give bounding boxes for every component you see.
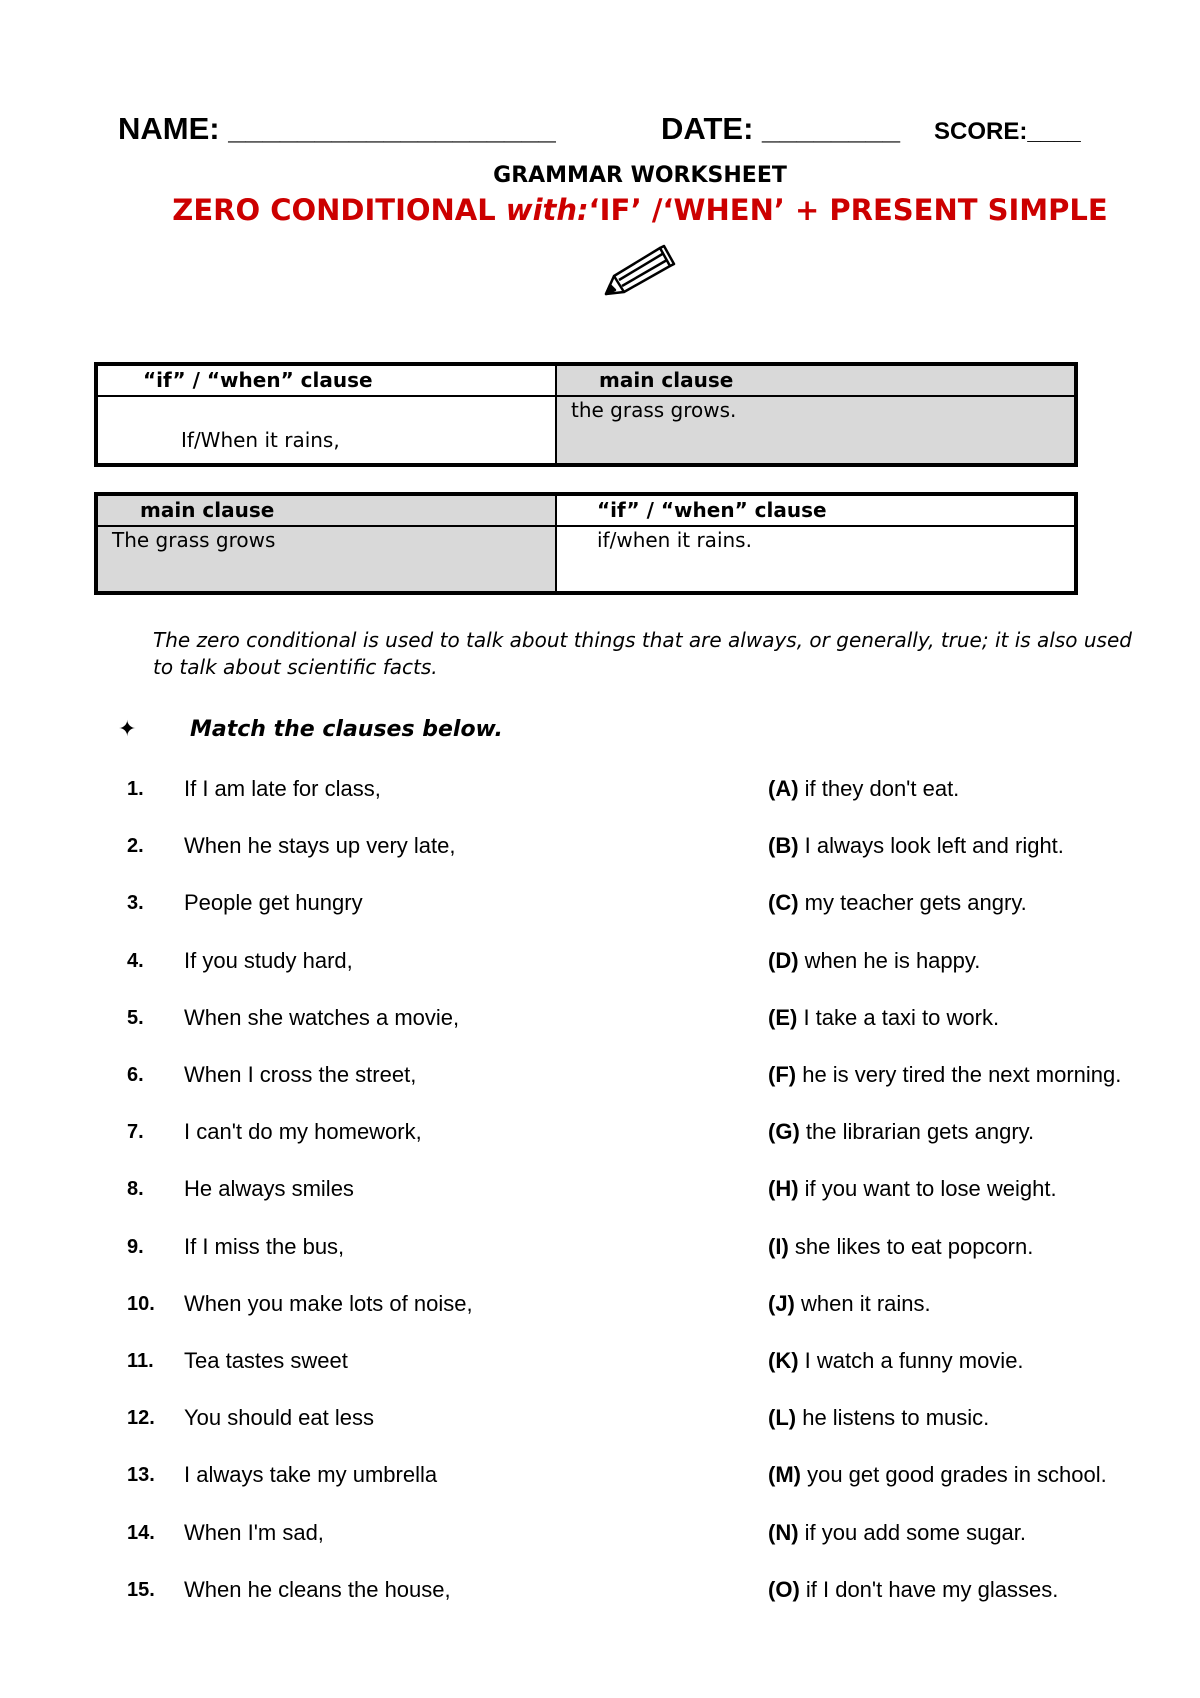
right-item-text: when it rains. [794,1291,931,1316]
right-item-text: if you add some sugar. [798,1520,1027,1545]
left-item-number: 13. [127,1464,155,1486]
right-item-letter: (L) [768,1405,797,1430]
right-item-text: if you want to lose weight. [798,1176,1057,1201]
right-item [768,1460,1107,1490]
left-item-text: When I cross the street, [184,1062,417,1087]
left-item-number: 6. [127,1064,144,1086]
date-field-label: DATE: ________ [661,111,900,146]
right-item-letter: (G) [768,1119,800,1144]
main-title [0,193,1200,227]
main-title-part2: with: [505,193,589,227]
table1-col2-header-cell [556,364,1076,396]
table1-col2-value: the grass grows. [571,398,737,422]
left-item-text: If I am late for class, [184,776,381,801]
left-item-number: 1. [127,778,144,800]
table2-col2-header-cell [556,494,1076,526]
left-item-number: 5. [127,1007,144,1029]
right-item-text: she likes to eat popcorn. [788,1234,1034,1259]
right-item [768,946,980,976]
left-item-text: I can't do my homework, [184,1119,422,1144]
table1-col2-header: main clause [599,368,734,392]
left-item-number: 4. [127,950,144,972]
table1-col1-header-cell [96,364,556,396]
right-item [768,1060,1121,1090]
table2-col1-value: The grass grows [112,528,276,552]
right-item [768,1403,989,1433]
right-item [768,1346,1024,1376]
right-item-text: I watch a funny movie. [798,1348,1024,1373]
right-item-letter: (D) [768,948,799,973]
left-item-text: When I'm sad, [184,1520,324,1545]
right-item-letter: (M) [768,1462,801,1487]
right-item-letter: (I) [768,1234,789,1259]
left-item-number: 14. [127,1522,155,1544]
right-item-letter: (F) [768,1062,797,1087]
right-item [768,774,959,804]
right-item-text: he is very tired the next morning. [796,1062,1122,1087]
right-item-text: if I don't have my glasses. [799,1577,1059,1602]
right-item-text: my teacher gets angry. [798,890,1027,915]
right-item [768,1232,1033,1262]
explanation-text: The zero conditional is used to talk about things that are always, or generally, true; it is also used to talk about scientific facts. [153,628,1132,679]
right-item [768,1174,1057,1204]
table1-col1-value-cell [96,396,556,465]
left-item-number: 7. [127,1121,144,1143]
table2-col2-value-cell [556,526,1076,593]
example-table-if-first [94,362,1078,467]
right-item-text: I take a taxi to work. [797,1005,1000,1030]
table1-col1-value: If/When it rains, [181,428,340,452]
right-item-letter: (C) [768,890,799,915]
table2-col2-value: if/when it rains. [597,528,752,552]
left-item-text: You should eat less [184,1405,374,1430]
left-item-text: Tea tastes sweet [184,1348,348,1373]
four-point-star-icon: ✦ [118,717,137,742]
example-table-main-first [94,492,1078,595]
right-item [768,1289,931,1319]
instruction-heading: Match the clauses below. [190,717,503,742]
left-item-text: If I miss the bus, [184,1234,345,1259]
right-item-text: when he is happy. [798,948,981,973]
name-field-label: NAME: ___________________ [118,111,556,146]
score-field-label: SCORE:____ [934,118,1081,145]
main-title-part3: ‘IF’ /‘WHEN’ + PRESENT SIMPLE [588,193,1108,227]
left-item-number: 8. [127,1178,144,1200]
right-item [768,1575,1058,1605]
left-item-text: When she watches a movie, [184,1005,460,1030]
table2-col2-header: “if” / “when” clause [597,498,827,522]
right-item-letter: (B) [768,833,799,858]
right-item [768,1117,1034,1147]
left-item-text: I always take my umbrella [184,1462,438,1487]
left-item-number: 15. [127,1579,155,1601]
left-item-number: 9. [127,1236,144,1258]
left-item-text: He always smiles [184,1176,354,1201]
left-item-number: 3. [127,892,144,914]
right-item-text: I always look left and right. [798,833,1064,858]
pencil-icon [598,238,680,302]
right-item [768,888,1027,918]
table2-col1-header: main clause [140,498,275,522]
table2-col1-value-cell [96,526,556,593]
left-item-number: 12. [127,1407,155,1429]
main-title-part1: ZERO CONDITIONAL [172,193,506,227]
right-item-text: you get good grades in school. [800,1462,1107,1487]
right-item [768,831,1064,861]
right-item-letter: (E) [768,1005,798,1030]
left-item-number: 10. [127,1293,155,1315]
right-item-text: he listens to music. [796,1405,990,1430]
right-item-letter: (O) [768,1577,800,1602]
table2-col1-header-cell [96,494,556,526]
table1-col1-header: “if” / “when” clause [143,368,373,392]
right-item-letter: (A) [768,776,799,801]
left-item-number: 11. [127,1350,154,1372]
worksheet-title: GRAMMAR WORKSHEET [493,163,787,188]
right-item [768,1518,1026,1548]
left-item-text: If you study hard, [184,948,353,973]
right-item-letter: (J) [768,1291,795,1316]
right-item-letter: (N) [768,1520,799,1545]
right-item-letter: (H) [768,1176,799,1201]
right-item-text: the librarian gets angry. [799,1119,1035,1144]
table1-col2-value-cell [556,396,1076,465]
right-item [768,1003,999,1033]
left-item-text: When you make lots of noise, [184,1291,473,1316]
right-item-text: if they don't eat. [798,776,960,801]
right-item-letter: (K) [768,1348,799,1373]
left-item-number: 2. [127,835,144,857]
left-item-text: When he stays up very late, [184,833,456,858]
left-item-text: When he cleans the house, [184,1577,451,1602]
left-item-text: People get hungry [184,890,363,915]
